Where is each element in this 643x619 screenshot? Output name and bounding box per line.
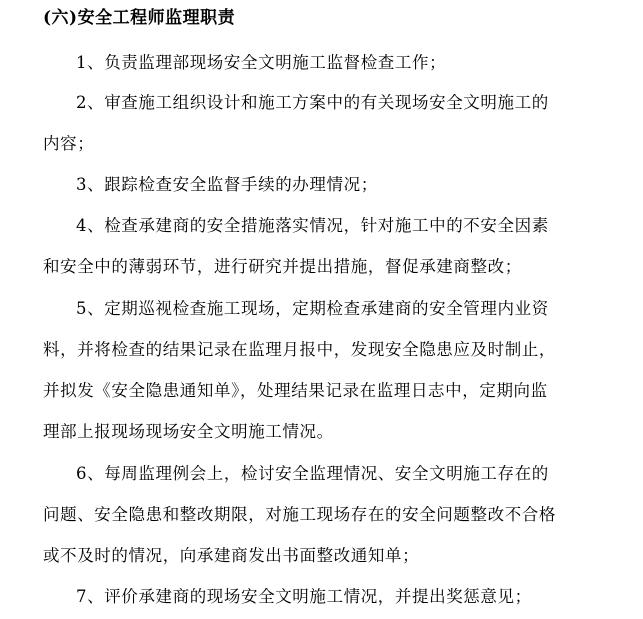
duty-item-2-line-2: 内容； xyxy=(43,134,95,153)
duty-item-4-line-2: 和安全中的薄弱环节，进行研究并提出措施，督促承建商整改； xyxy=(43,257,522,276)
duty-item-6-line-1: 6、每周监理例会上，检讨安全监理情况、安全文明施工存在的 xyxy=(76,464,549,483)
duty-item-5-line-3: 并拟发《安全隐患通知单》，处理结果记录在监理日志中，定期向监 xyxy=(43,381,548,400)
duty-item-5-line-2: 料，并将检查的结果记录在监理月报中，发现安全隐患应及时制止， xyxy=(43,340,556,359)
duty-item-2 xyxy=(43,82,618,164)
duty-item-3 xyxy=(43,164,618,205)
duty-item-2-line-1: 2、审查施工组织设计和施工方案中的有关现场安全文明施工的 xyxy=(76,93,549,112)
duty-item-4 xyxy=(43,205,618,287)
section-heading: (六)安全工程师监理职责 xyxy=(43,8,236,28)
duty-item-5 xyxy=(43,288,618,452)
duty-item-5-line-4: 理部上报现场现场安全文明施工情况。 xyxy=(43,422,334,441)
duty-item-5-line-1: 5、定期巡视检查施工现场，定期检查承建商的安全管理内业资 xyxy=(76,299,549,318)
duty-item-1 xyxy=(43,42,618,83)
duty-item-3-line-1: 3、跟踪检查安全监督手续的办理情况； xyxy=(76,175,378,194)
duty-item-6-line-3: 或不及时的情况，向承建商发出书面整改通知单； xyxy=(43,546,420,565)
duty-item-6 xyxy=(43,453,618,576)
duty-item-7 xyxy=(43,576,618,617)
duty-item-6-line-2: 问题、安全隐患和整改期限，对施工现场存在的安全问题整改不合格 xyxy=(43,505,556,524)
duty-item-1-line-1: 1、负责监理部现场安全文明施工监督检查工作； xyxy=(76,53,447,72)
duty-item-7-line-1: 7、评价承建商的现场安全文明施工情况，并提出奖惩意见； xyxy=(76,587,532,606)
duty-item-4-line-1: 4、检查承建商的安全措施落实情况，针对施工中的不安全因素 xyxy=(76,216,549,235)
